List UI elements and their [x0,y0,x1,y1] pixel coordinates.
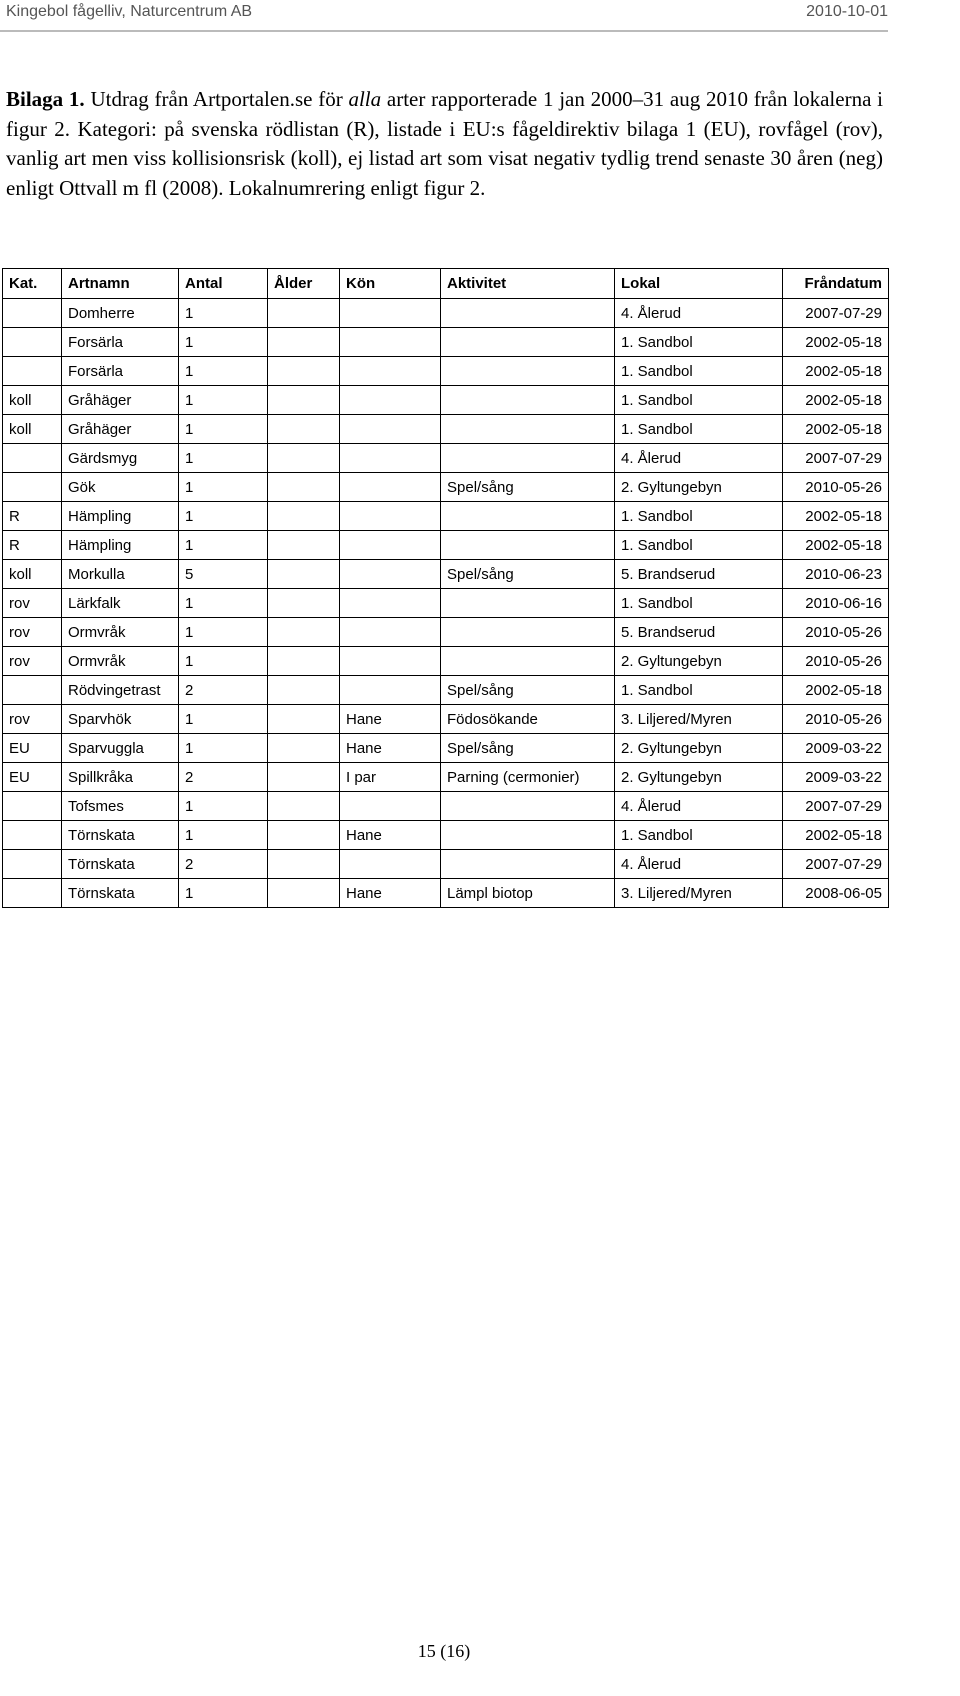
cell-alder [268,444,340,473]
cell-datum: 2010-05-26 [783,705,889,734]
cell-kat [3,473,62,502]
cell-datum: 2002-05-18 [783,676,889,705]
cell-kat: EU [3,763,62,792]
cell-antal: 1 [179,502,268,531]
cell-aktivitet [441,589,615,618]
cell-lokal: 1. Sandbol [615,531,783,560]
table-row [3,560,889,589]
cell-kon: Hane [340,705,441,734]
cell-datum: 2007-07-29 [783,850,889,879]
cell-kon [340,676,441,705]
cell-lokal: 1. Sandbol [615,386,783,415]
cell-artnamn: Hämpling [62,502,179,531]
page-header [0,0,888,32]
table-row [3,792,889,821]
cell-artnamn: Morkulla [62,560,179,589]
cell-antal: 1 [179,473,268,502]
cell-antal: 1 [179,444,268,473]
table-row [3,299,889,328]
cell-antal: 1 [179,879,268,908]
cell-antal: 2 [179,676,268,705]
cell-lokal: 4. Ålerud [615,444,783,473]
cell-aktivitet: Spel/sång [441,734,615,763]
cell-lokal: 4. Ålerud [615,299,783,328]
cell-datum: 2002-05-18 [783,531,889,560]
cell-lokal: 3. Liljered/Myren [615,705,783,734]
cell-aktivitet: Spel/sång [441,560,615,589]
cell-lokal: 1. Sandbol [615,589,783,618]
cell-lokal: 2. Gyltungebyn [615,473,783,502]
cell-alder [268,502,340,531]
cell-kat: EU [3,734,62,763]
cell-lokal: 1. Sandbol [615,357,783,386]
table-row [3,705,889,734]
cell-lokal: 4. Ålerud [615,792,783,821]
intro-text-b: arter rapporterade 1 jan 2000–31 aug 2010 från lokalerna i figur 2. Kategori: på svenska rödlistan (R), listade i EU:s fågeldirektiv bilaga 1 (EU), rovfågel (rov), vanlig art men viss kollisionsrisk (koll), ej listad art som visat negativ tydlig trend senaste 30 åren (neg) enligt Ottvall m fl (2008). Lokalnumrering enligt figur 2. [6,87,883,200]
cell-antal: 1 [179,357,268,386]
col-header-aktivitet: Aktivitet [441,269,615,299]
cell-kat [3,850,62,879]
species-table [2,268,889,908]
cell-lokal: 5. Brandserud [615,618,783,647]
cell-alder [268,473,340,502]
cell-kat [3,299,62,328]
cell-datum: 2010-06-23 [783,560,889,589]
cell-kat [3,821,62,850]
col-header-kon: Kön [340,269,441,299]
cell-lokal: 1. Sandbol [615,502,783,531]
cell-artnamn: Tofsmes [62,792,179,821]
cell-kat [3,792,62,821]
cell-alder [268,531,340,560]
cell-antal: 5 [179,560,268,589]
table-row [3,589,889,618]
table-row [3,357,889,386]
col-header-kat: Kat. [3,269,62,299]
cell-artnamn: Rödvingetrast [62,676,179,705]
cell-antal: 1 [179,618,268,647]
cell-kat: rov [3,589,62,618]
cell-artnamn: Ormvråk [62,647,179,676]
cell-alder [268,386,340,415]
col-header-alder: Ålder [268,269,340,299]
cell-antal: 1 [179,299,268,328]
cell-artnamn: Spillkråka [62,763,179,792]
cell-datum: 2002-05-18 [783,502,889,531]
cell-aktivitet [441,299,615,328]
cell-kat [3,879,62,908]
cell-kon [340,850,441,879]
cell-alder [268,763,340,792]
cell-antal: 1 [179,821,268,850]
cell-kat: rov [3,705,62,734]
cell-kat: koll [3,560,62,589]
table-body [3,299,889,908]
cell-kon: I par [340,763,441,792]
cell-antal: 1 [179,415,268,444]
cell-lokal: 2. Gyltungebyn [615,763,783,792]
cell-aktivitet [441,444,615,473]
cell-artnamn: Hämpling [62,531,179,560]
cell-kat [3,444,62,473]
cell-datum: 2002-05-18 [783,357,889,386]
cell-lokal: 2. Gyltungebyn [615,734,783,763]
cell-datum: 2010-05-26 [783,647,889,676]
cell-datum: 2002-05-18 [783,328,889,357]
cell-aktivitet [441,821,615,850]
cell-alder [268,415,340,444]
cell-antal: 1 [179,647,268,676]
cell-kat: R [3,502,62,531]
cell-aktivitet: Spel/sång [441,473,615,502]
cell-aktivitet [441,850,615,879]
cell-aktivitet [441,357,615,386]
cell-alder [268,850,340,879]
cell-kon [340,589,441,618]
cell-antal: 1 [179,589,268,618]
cell-artnamn: Gök [62,473,179,502]
table-row [3,531,889,560]
cell-artnamn: Gråhäger [62,386,179,415]
cell-kon: Hane [340,821,441,850]
cell-kon [340,357,441,386]
cell-artnamn: Törnskata [62,879,179,908]
cell-aktivitet [441,502,615,531]
cell-datum: 2010-05-26 [783,618,889,647]
cell-aktivitet [441,792,615,821]
intro-text-a: Utdrag från Artportalen.se för [84,87,349,111]
cell-datum: 2002-05-18 [783,415,889,444]
cell-alder [268,618,340,647]
cell-kon [340,299,441,328]
table-row [3,328,889,357]
cell-artnamn: Ormvråk [62,618,179,647]
cell-antal: 1 [179,792,268,821]
cell-aktivitet [441,328,615,357]
table-row [3,879,889,908]
cell-alder [268,647,340,676]
table-row [3,763,889,792]
cell-kon [340,444,441,473]
col-header-artnamn: Artnamn [62,269,179,299]
table-row [3,444,889,473]
cell-artnamn: Gärdsmyg [62,444,179,473]
cell-kon [340,502,441,531]
table-row [3,821,889,850]
cell-kon: Hane [340,734,441,763]
table-row [3,734,889,763]
cell-kat [3,357,62,386]
cell-alder [268,821,340,850]
table-row [3,676,889,705]
cell-aktivitet [441,415,615,444]
table-row [3,647,889,676]
cell-alder [268,734,340,763]
cell-artnamn: Sparvhök [62,705,179,734]
cell-datum: 2009-03-22 [783,734,889,763]
cell-lokal: 4. Ålerud [615,850,783,879]
cell-artnamn: Lärkfalk [62,589,179,618]
cell-kon [340,647,441,676]
cell-kon [340,415,441,444]
intro-emphasis: alla [348,87,382,111]
cell-datum: 2010-05-26 [783,473,889,502]
cell-alder [268,357,340,386]
cell-lokal: 5. Brandserud [615,560,783,589]
cell-datum: 2002-05-18 [783,386,889,415]
cell-aktivitet: Födosökande [441,705,615,734]
cell-kon: Hane [340,879,441,908]
cell-aktivitet [441,386,615,415]
cell-kon [340,328,441,357]
cell-alder [268,589,340,618]
cell-antal: 1 [179,386,268,415]
cell-kon [340,473,441,502]
cell-datum: 2007-07-29 [783,299,889,328]
cell-datum: 2009-03-22 [783,763,889,792]
cell-antal: 1 [179,734,268,763]
cell-kat: koll [3,386,62,415]
cell-kat: R [3,531,62,560]
cell-antal: 1 [179,531,268,560]
cell-lokal: 2. Gyltungebyn [615,647,783,676]
cell-antal: 2 [179,763,268,792]
page-number: 15 (16) [417,1641,471,1661]
cell-alder [268,560,340,589]
cell-datum: 2002-05-18 [783,821,889,850]
cell-alder [268,328,340,357]
table-row [3,502,889,531]
cell-aktivitet [441,531,615,560]
cell-kon [340,560,441,589]
cell-kon [340,531,441,560]
cell-alder [268,792,340,821]
cell-artnamn: Forsärla [62,328,179,357]
cell-kon [340,618,441,647]
cell-lokal: 1. Sandbol [615,821,783,850]
cell-kat [3,676,62,705]
cell-datum: 2007-07-29 [783,792,889,821]
table-row [3,415,889,444]
cell-datum: 2008-06-05 [783,879,889,908]
cell-artnamn: Forsärla [62,357,179,386]
appendix-label: Bilaga 1. [6,87,85,111]
cell-lokal: 1. Sandbol [615,676,783,705]
intro-paragraph [6,85,883,203]
cell-aktivitet [441,647,615,676]
table-row [3,618,889,647]
cell-aktivitet: Spel/sång [441,676,615,705]
cell-alder [268,676,340,705]
cell-artnamn: Gråhäger [62,415,179,444]
header-title: Kingebol fågelliv, Naturcentrum AB [6,3,253,20]
cell-kat: rov [3,618,62,647]
col-header-antal: Antal [179,269,268,299]
cell-lokal: 3. Liljered/Myren [615,879,783,908]
cell-artnamn: Törnskata [62,850,179,879]
header-date: 2010-10-01 [806,3,888,20]
col-header-datum: Fråndatum [783,269,889,299]
cell-alder [268,705,340,734]
cell-datum: 2007-07-29 [783,444,889,473]
cell-kat: rov [3,647,62,676]
cell-antal: 2 [179,850,268,879]
col-header-lokal: Lokal [615,269,783,299]
cell-artnamn: Domherre [62,299,179,328]
cell-antal: 1 [179,705,268,734]
cell-aktivitet: Lämpl biotop [441,879,615,908]
cell-antal: 1 [179,328,268,357]
table-row [3,386,889,415]
cell-artnamn: Törnskata [62,821,179,850]
cell-aktivitet: Parning (cermonier) [441,763,615,792]
cell-alder [268,299,340,328]
table-header-row [3,269,889,299]
table-row [3,850,889,879]
cell-kon [340,792,441,821]
cell-lokal: 1. Sandbol [615,415,783,444]
cell-kon [340,386,441,415]
table-row [3,473,889,502]
cell-artnamn: Sparvuggla [62,734,179,763]
cell-datum: 2010-06-16 [783,589,889,618]
cell-alder [268,879,340,908]
cell-kat: koll [3,415,62,444]
cell-kat [3,328,62,357]
cell-lokal: 1. Sandbol [615,328,783,357]
cell-aktivitet [441,618,615,647]
